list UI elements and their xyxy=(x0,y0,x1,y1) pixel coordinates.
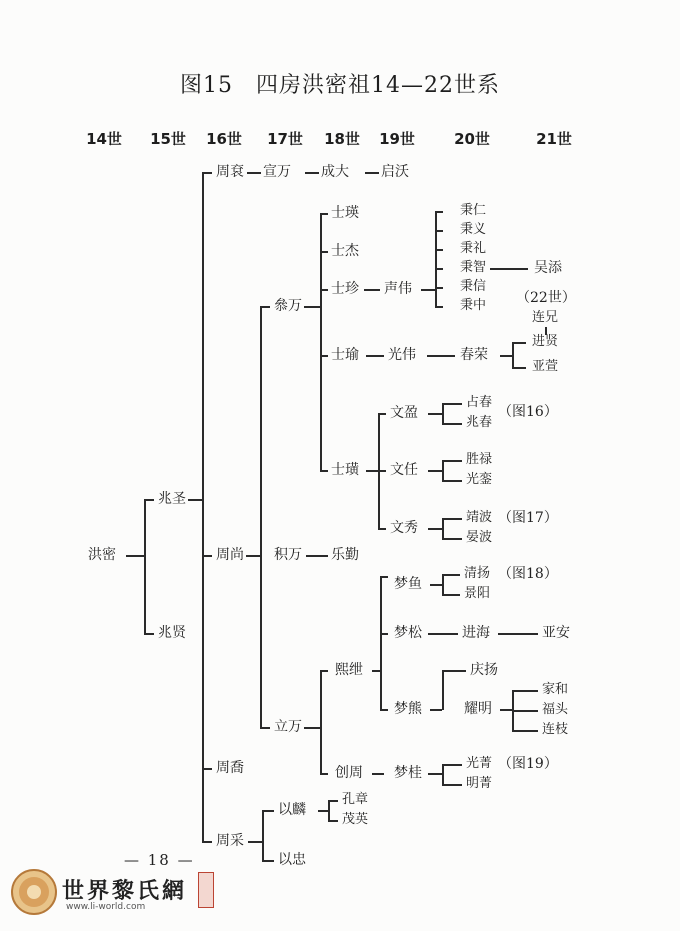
gen-header-14: 14世 xyxy=(86,130,122,148)
figure-ref-19: （图19） xyxy=(498,756,558,772)
connector xyxy=(202,555,212,557)
connector xyxy=(144,633,154,635)
person-yizhong: 以忠 xyxy=(278,852,306,868)
connector xyxy=(247,172,261,174)
connector xyxy=(380,576,388,578)
connector xyxy=(202,841,212,843)
connector xyxy=(260,727,270,729)
connector xyxy=(442,670,444,710)
connector xyxy=(442,670,466,672)
connector xyxy=(378,470,386,472)
connector xyxy=(304,727,320,729)
person-bingli: 秉礼 xyxy=(460,241,487,256)
connector xyxy=(306,555,328,557)
connector xyxy=(126,555,144,557)
seal-stamp-icon xyxy=(198,872,214,908)
connector xyxy=(262,860,274,862)
connector xyxy=(365,172,379,174)
connector xyxy=(320,470,328,472)
connector xyxy=(442,784,462,786)
person-liwan: 立万 xyxy=(274,719,302,735)
person-zhoucai: 周采 xyxy=(216,833,244,849)
figure-ref-16: （图16） xyxy=(498,404,558,420)
connector xyxy=(305,172,319,174)
connector xyxy=(202,768,212,770)
connector xyxy=(380,576,382,710)
gen22-label: （22世） xyxy=(516,290,576,306)
connector xyxy=(260,306,270,308)
connector xyxy=(328,800,330,821)
connector xyxy=(430,584,442,586)
connector xyxy=(304,306,320,308)
person-futou: 福头 xyxy=(542,702,569,717)
connector xyxy=(490,268,528,270)
person-zhaoxian: 兆贤 xyxy=(158,625,186,641)
person-chengda: 成大 xyxy=(321,164,349,180)
person-guangluan: 光銮 xyxy=(466,472,493,487)
connector xyxy=(442,574,460,576)
person-qiwo: 启沃 xyxy=(381,164,409,180)
connector xyxy=(320,289,328,291)
connector xyxy=(442,764,444,785)
connector xyxy=(442,403,462,405)
connector xyxy=(320,670,328,672)
person-shiyu: 士瑜 xyxy=(331,347,359,363)
person-wenying: 文盈 xyxy=(390,405,418,421)
person-zhaosheng: 兆圣 xyxy=(158,491,186,507)
connector xyxy=(498,633,538,635)
person-lianxiong: 连兄 xyxy=(532,310,559,325)
connector xyxy=(428,413,442,415)
connector xyxy=(427,355,455,357)
connector xyxy=(442,538,462,540)
person-wenxiu: 文秀 xyxy=(390,520,418,536)
person-shizhen: 士珍 xyxy=(331,281,359,297)
figure-ref-17: （图17） xyxy=(498,510,558,526)
connector xyxy=(378,528,386,530)
connector xyxy=(435,249,443,251)
connector xyxy=(512,710,538,712)
connector xyxy=(144,499,154,501)
connector xyxy=(428,633,458,635)
gen-header-17: 17世 xyxy=(267,130,303,148)
connector xyxy=(320,670,322,774)
person-zhoubiao: 周袞 xyxy=(216,164,244,180)
person-jiahe: 家和 xyxy=(542,682,569,697)
connector xyxy=(435,306,443,308)
connector xyxy=(320,773,328,775)
person-leqin: 乐勤 xyxy=(331,547,359,563)
connector xyxy=(320,251,328,253)
person-maoying: 茂英 xyxy=(342,812,369,827)
person-shiying: 士瑛 xyxy=(331,205,359,221)
person-bingzhi: 秉智 xyxy=(460,260,487,275)
person-lianzhi: 连枝 xyxy=(542,722,569,737)
person-bingzhong: 秉中 xyxy=(460,298,487,313)
connector xyxy=(512,342,514,368)
page-number: — 18 — xyxy=(124,851,195,869)
person-shizhuang: 士璜 xyxy=(331,462,359,478)
person-wutian: 吴添 xyxy=(534,260,562,276)
connector xyxy=(430,709,442,711)
person-shijie: 士杰 xyxy=(331,243,359,259)
connector xyxy=(380,633,388,635)
person-mengxiong: 梦熊 xyxy=(394,701,422,717)
connector xyxy=(428,528,442,530)
site-logo-icon xyxy=(10,868,58,916)
person-zhanchun: 占春 xyxy=(466,395,493,410)
connector xyxy=(202,172,212,174)
person-mengsong: 梦松 xyxy=(394,625,422,641)
person-shenglu: 胜禄 xyxy=(466,452,493,467)
person-chunrong: 春荣 xyxy=(460,347,488,363)
person-bingren: 秉仁 xyxy=(460,203,487,218)
connector xyxy=(246,555,260,557)
person-mingjing: 明菁 xyxy=(466,776,493,791)
person-zhaochun: 兆春 xyxy=(466,415,493,430)
connector xyxy=(442,423,462,425)
connector xyxy=(248,841,262,843)
gen-header-16: 16世 xyxy=(206,130,242,148)
person-mengyu: 梦鱼 xyxy=(394,576,422,592)
gen-header-21: 21世 xyxy=(536,130,572,148)
gen-header-15: 15世 xyxy=(150,130,186,148)
connector xyxy=(188,499,202,501)
person-canwan: 叅万 xyxy=(274,298,302,314)
person-yaxuan: 亚萱 xyxy=(532,359,559,374)
person-bingyi: 秉义 xyxy=(460,222,487,237)
connector xyxy=(442,574,444,595)
person-yanbo: 晏波 xyxy=(466,530,493,545)
connector xyxy=(500,709,512,711)
footer-brand: 世界黎氏網 xyxy=(62,878,188,904)
gen-header-19: 19世 xyxy=(379,130,415,148)
gen-header-20: 20世 xyxy=(454,130,490,148)
person-jinhai: 进海 xyxy=(462,625,490,641)
person-xixie: 熙绁 xyxy=(335,662,363,678)
person-shengwei: 声伟 xyxy=(384,281,412,297)
chart-title: 图15 四房洪密祖14—22世系 xyxy=(180,73,500,98)
connector xyxy=(318,810,328,812)
person-guangjing: 光菁 xyxy=(466,756,493,771)
footer-url: www.li-world.com xyxy=(66,902,146,912)
person-hongmi: 洪密 xyxy=(88,547,116,563)
person-yaoming: 耀明 xyxy=(464,701,492,717)
connector xyxy=(202,172,204,842)
connector xyxy=(500,355,512,357)
connector xyxy=(512,690,538,692)
connector xyxy=(435,230,443,232)
connector xyxy=(428,470,442,472)
connector xyxy=(435,211,437,306)
connector xyxy=(320,355,328,357)
connector xyxy=(442,480,462,482)
connector xyxy=(442,518,444,539)
connector xyxy=(435,268,443,270)
person-qingyang: 清扬 xyxy=(464,566,491,581)
connector xyxy=(378,413,386,415)
person-qingyang2: 庆扬 xyxy=(470,662,498,678)
person-yaan: 亚安 xyxy=(542,625,570,641)
connector xyxy=(372,773,384,775)
connector xyxy=(262,810,264,861)
person-guangwei: 光伟 xyxy=(388,347,416,363)
connector xyxy=(442,518,462,520)
connector xyxy=(260,306,262,728)
connector xyxy=(364,289,380,291)
connector xyxy=(320,213,328,215)
person-jingbo: 靖波 xyxy=(466,510,493,525)
figure-ref-18: （图18） xyxy=(498,566,558,582)
person-wenren: 文任 xyxy=(390,462,418,478)
connector xyxy=(328,820,338,822)
person-bingxin: 秉信 xyxy=(460,279,487,294)
connector xyxy=(421,289,435,291)
connector xyxy=(512,367,526,369)
connector xyxy=(366,470,378,472)
connector xyxy=(435,287,443,289)
person-zhouqiao: 周喬 xyxy=(216,760,244,776)
connector xyxy=(372,670,380,672)
connector xyxy=(262,810,274,812)
connector xyxy=(380,709,388,711)
person-jingyang: 景阳 xyxy=(464,586,491,601)
connector xyxy=(442,460,462,462)
connector xyxy=(366,355,384,357)
connector xyxy=(435,211,443,213)
person-chuangzhou: 创周 xyxy=(335,765,363,781)
person-jiwan: 积万 xyxy=(274,547,302,563)
connector xyxy=(442,764,462,766)
connector xyxy=(328,800,338,802)
person-menggui: 梦桂 xyxy=(394,765,422,781)
person-xuanwan: 宣万 xyxy=(263,164,291,180)
connector xyxy=(512,730,538,732)
person-jinxian: 进贤 xyxy=(532,334,559,349)
connector xyxy=(512,342,526,344)
person-kongzhang: 孔章 xyxy=(342,792,369,807)
person-zhoushang: 周尚 xyxy=(216,547,244,563)
connector xyxy=(428,773,442,775)
connector xyxy=(144,499,146,634)
connector xyxy=(442,460,444,481)
connector xyxy=(442,403,444,424)
person-yilin: 以麟 xyxy=(278,802,306,818)
connector xyxy=(442,594,460,596)
gen-header-18: 18世 xyxy=(324,130,360,148)
